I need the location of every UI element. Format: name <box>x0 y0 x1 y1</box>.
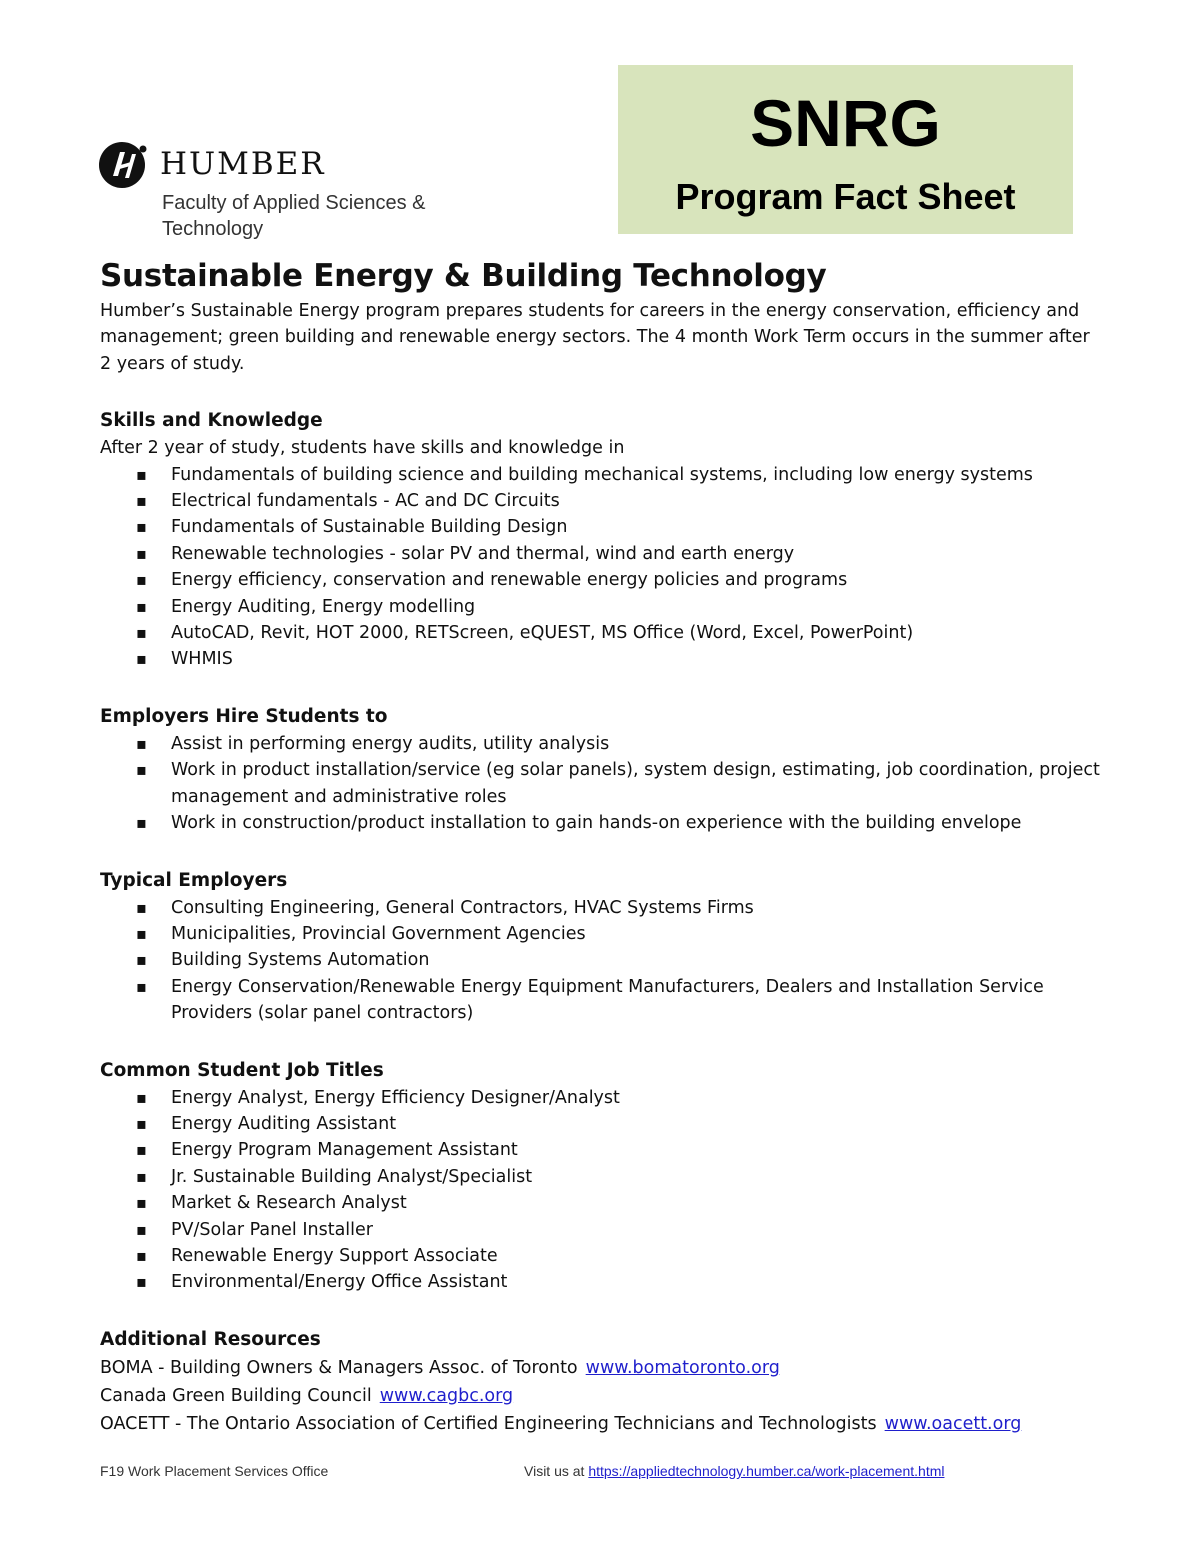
list-item: ▪ Renewable technologies - solar PV and thermal, wind and earth energy <box>100 541 1100 567</box>
document-body <box>100 254 1100 1438</box>
page-footer <box>100 1463 1100 1485</box>
resource-cagbc <box>100 1382 1100 1410</box>
logo-wordmark: HUMBER <box>160 146 326 182</box>
resources-heading: Additional Resources <box>100 1328 321 1350</box>
list-item: ▪ Work in product installation/service (eg solar panels), system design, estimating, job coordination, project management and administrative roles <box>100 757 1100 810</box>
list-item: ▪ Fundamentals of building science and building mechanical systems, including low energy systems <box>100 462 1100 488</box>
list-item: ▪ Energy Program Management Assistant <box>100 1137 1100 1163</box>
job-titles-heading: Common Student Job Titles <box>100 1059 384 1081</box>
resource-label: OACETT - The Ontario Association of Certified Engineering Technicians and Technologists <box>100 1413 877 1434</box>
oacett-link[interactable]: www.oacett.org <box>884 1413 1022 1434</box>
list-item: ▪ Energy Conservation/Renewable Energy Equipment Manufacturers, Dealers and Installation Service Providers (solar panel contractors) <box>100 974 1100 1027</box>
list-item: ▪ WHMIS <box>100 646 1100 672</box>
footer-visit <box>524 1463 944 1479</box>
typical-employers-heading: Typical Employers <box>100 869 288 891</box>
list-item: ▪ Energy Auditing, Energy modelling <box>100 594 1100 620</box>
list-item: ▪ Fundamentals of Sustainable Building Design <box>100 514 1100 540</box>
list-item: ▪ Renewable Energy Support Associate <box>100 1243 1100 1269</box>
list-item: ▪ Jr. Sustainable Building Analyst/Specialist <box>100 1164 1100 1190</box>
resource-boma <box>100 1354 1100 1382</box>
logo-subtitle: Faculty of Applied Sciences & Technology <box>162 192 426 240</box>
list-item: ▪ PV/Solar Panel Installer <box>100 1217 1100 1243</box>
program-fact-sheet-label: Program Fact Sheet <box>675 176 1016 217</box>
humber-logo <box>98 138 518 240</box>
employers-hire-list <box>100 731 1100 837</box>
job-titles-list <box>100 1085 1100 1296</box>
program-code: SNRG <box>750 86 941 160</box>
list-item: ▪ Consulting Engineering, General Contractors, HVAC Systems Firms <box>100 895 1100 921</box>
footer-office: F19 Work Placement Services Office <box>100 1463 329 1479</box>
footer-visit-link[interactable]: https://appliedtechnology.humber.ca/work-placement.html <box>588 1463 945 1479</box>
resource-oacett <box>100 1410 1100 1438</box>
list-item: ▪ Environmental/Energy Office Assistant <box>100 1269 1100 1295</box>
page-title: Sustainable Energy & Building Technology <box>100 258 827 294</box>
skills-lead: After 2 year of study, students have skills and knowledge in <box>100 438 625 459</box>
list-item: ▪ Building Systems Automation <box>100 947 1100 973</box>
list-item: ▪ AutoCAD, Revit, HOT 2000, RETScreen, eQUEST, MS Office (Word, Excel, PowerPoint) <box>100 620 1100 646</box>
list-item: ▪ Electrical fundamentals - AC and DC Circuits <box>100 488 1100 514</box>
boma-link[interactable]: www.bomatoronto.org <box>585 1357 780 1378</box>
resource-label: BOMA - Building Owners & Managers Assoc. of Toronto <box>100 1357 578 1378</box>
cagbc-link[interactable]: www.cagbc.org <box>379 1385 514 1406</box>
intro-paragraph: Humber’s Sustainable Energy program prepares students for careers in the energy conservation, efficiency and management; green building and renewable energy sectors. The 4 month Work Term occurs in the summer after 2 years of study. <box>100 301 1090 374</box>
resource-label: Canada Green Building Council <box>100 1385 372 1406</box>
list-item: ▪ Energy Auditing Assistant <box>100 1111 1100 1137</box>
list-item: ▪ Work in construction/product installation to gain hands-on experience with the building envelope <box>100 810 1100 836</box>
humber-logo-icon <box>98 140 148 190</box>
skills-list <box>100 462 1100 673</box>
list-item: ▪ Market & Research Analyst <box>100 1190 1100 1216</box>
list-item: ▪ Municipalities, Provincial Government Agencies <box>100 921 1100 947</box>
typical-employers-list <box>100 895 1100 1027</box>
list-item: ▪ Assist in performing energy audits, utility analysis <box>100 731 1100 757</box>
employers-hire-heading: Employers Hire Students to <box>100 705 388 727</box>
program-badge <box>618 65 1073 234</box>
list-item: ▪ Energy efficiency, conservation and renewable energy policies and programs <box>100 567 1100 593</box>
skills-heading: Skills and Knowledge <box>100 410 323 432</box>
list-item: ▪ Energy Analyst, Energy Efficiency Designer/Analyst <box>100 1085 1100 1111</box>
footer-visit-label: Visit us at <box>524 1463 585 1479</box>
